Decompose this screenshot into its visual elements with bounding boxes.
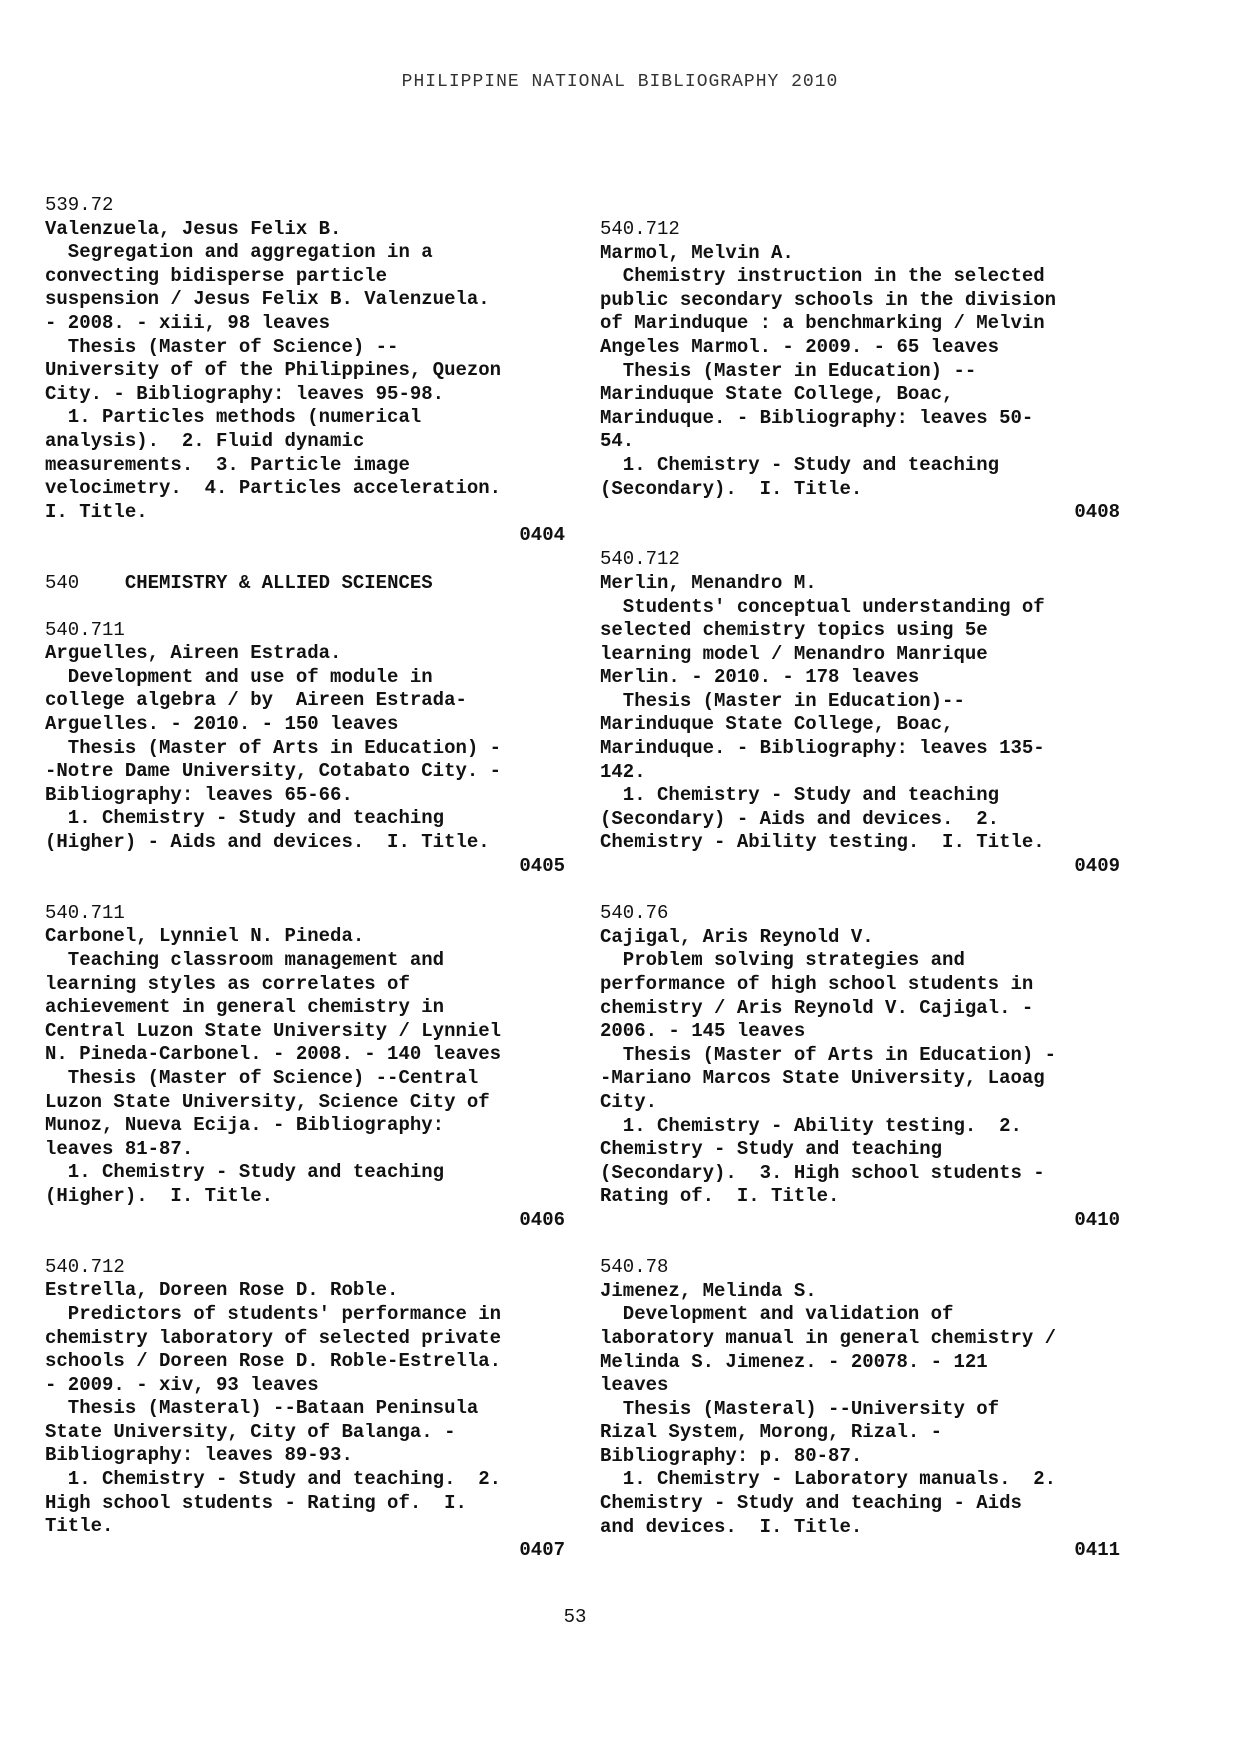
entry-line: of Marinduque : a benchmarking / Melvin bbox=[600, 312, 1045, 335]
entry-number: 0409 bbox=[1074, 855, 1120, 878]
entry-line: college algebra / by Aireen Estrada- bbox=[45, 689, 467, 712]
entry-line: Marinduque State College, Boac, bbox=[600, 713, 954, 736]
entry-line: Bibliography: leaves 65-66. bbox=[45, 783, 353, 806]
entry-line: (Higher). I. Title. bbox=[45, 1184, 274, 1207]
entry-line: Title. bbox=[45, 1515, 114, 1538]
entry-line: Teaching classroom management and bbox=[45, 949, 445, 971]
entry-line: 1. Chemistry - Study and teaching bbox=[45, 807, 445, 830]
entry-line: analysis). 2. Fluid dynamic bbox=[45, 429, 365, 452]
bibliography-entry bbox=[600, 902, 1120, 1232]
entry-line: -Mariano Marcos State University, Laoag bbox=[600, 1067, 1045, 1090]
entry-line: Arguelles. - 2010. - 150 leaves bbox=[45, 713, 399, 736]
section-heading bbox=[45, 572, 565, 596]
entry-line: Development and use of module in bbox=[45, 665, 433, 688]
classification-number: 540.78 bbox=[600, 1256, 669, 1279]
entry-line: Predictors of students' performance in bbox=[45, 1302, 502, 1325]
entry-line: public secondary schools in the division bbox=[600, 288, 1057, 311]
entry-line: Thesis (Master of Arts in Education) - bbox=[600, 1043, 1057, 1066]
entry-line: 1. Chemistry - Study and teaching bbox=[600, 784, 1000, 807]
entry-number: 0408 bbox=[1074, 501, 1120, 524]
page-number: 53 bbox=[563, 1606, 587, 1628]
entry-line: City. - Bibliography: leaves 95-98. bbox=[45, 382, 445, 405]
entry-line: 1. Chemistry - Laboratory manuals. 2. bbox=[600, 1468, 1057, 1491]
entry-line: Chemistry instruction in the selected bbox=[600, 265, 1045, 288]
classification-number: 539.72 bbox=[45, 194, 114, 216]
entry-line: -Notre Dame University, Cotabato City. - bbox=[45, 760, 502, 783]
entry-line: Thesis (Master of Science) --Central bbox=[45, 1066, 479, 1089]
entry-line: Chemistry - Study and teaching - Aids bbox=[600, 1492, 1022, 1515]
entry-line: State University, City of Balanga. - bbox=[45, 1420, 456, 1443]
entry-number: 0410 bbox=[1074, 1208, 1120, 1231]
bibliography-entry bbox=[45, 194, 565, 548]
entry-line: 1. Chemistry - Ability testing. 2. bbox=[600, 1114, 1022, 1137]
entry-line: Jimenez, Melinda S. bbox=[600, 1279, 817, 1302]
entry-line: Valenzuela, Jesus Felix B. bbox=[45, 217, 342, 240]
bibliography-entry bbox=[600, 218, 1120, 525]
entry-line: Rizal System, Morong, Rizal. - bbox=[600, 1421, 943, 1444]
entry-line: Munoz, Nueva Ecija. - Bibliography: bbox=[45, 1114, 445, 1137]
entry-line: learning styles as correlates of bbox=[45, 972, 410, 995]
entry-line: and devices. I. Title. bbox=[600, 1515, 863, 1538]
entry-line: 1. Particles methods (numerical bbox=[45, 406, 422, 429]
entry-line: leaves 81-87. bbox=[45, 1137, 194, 1160]
classification-number: 540.712 bbox=[45, 1255, 125, 1278]
bibliography-entry bbox=[45, 619, 565, 879]
right-column bbox=[600, 218, 1120, 1586]
entry-line: University of of the Philippines, Quezon bbox=[45, 359, 502, 382]
entry-line: I. Title. bbox=[45, 500, 148, 523]
entry-line: Students' conceptual understanding of bbox=[600, 595, 1045, 618]
entry-line: Problem solving strategies and bbox=[600, 949, 965, 972]
entry-line: chemistry / Aris Reynold V. Cajigal. - bbox=[600, 996, 1034, 1019]
entry-line: City. bbox=[600, 1090, 658, 1113]
entry-line: Angeles Marmol. - 2009. - 65 leaves bbox=[600, 335, 1000, 358]
entry-line: 1. Chemistry - Study and teaching bbox=[600, 453, 1000, 476]
entry-line: Bibliography: p. 80-87. bbox=[600, 1444, 863, 1467]
entry-line: Luzon State University, Science City of bbox=[45, 1090, 490, 1113]
left-column bbox=[45, 194, 565, 1586]
entry-line: Marinduque. - Bibliography: leaves 50- bbox=[600, 406, 1034, 429]
entry-line: - 2009. - xiv, 93 leaves bbox=[45, 1373, 319, 1396]
entry-line: Chemistry - Study and teaching bbox=[600, 1138, 943, 1161]
entry-line: laboratory manual in general chemistry / bbox=[600, 1326, 1057, 1349]
entry-line: achievement in general chemistry in bbox=[45, 996, 445, 1019]
bibliography-entry bbox=[45, 902, 565, 1232]
entry-number: 0407 bbox=[519, 1538, 565, 1561]
entry-line: Central Luzon State University / Lynniel bbox=[45, 1019, 502, 1042]
bibliography-entry bbox=[600, 548, 1120, 878]
bibliography-entry bbox=[600, 1256, 1120, 1563]
classification-number: 540.711 bbox=[45, 618, 125, 641]
entry-line: Thesis (Master in Education) -- bbox=[600, 359, 977, 382]
entry-line: Melinda S. Jimenez. - 20078. - 121 bbox=[600, 1350, 988, 1373]
entry-line: 1. Chemistry - Study and teaching. 2. bbox=[45, 1468, 502, 1491]
entry-line: schools / Doreen Rose D. Roble-Estrella. bbox=[45, 1350, 502, 1373]
entry-number: 0405 bbox=[519, 854, 565, 877]
bibliography-entry bbox=[45, 1256, 565, 1563]
section-code: 540 bbox=[45, 571, 80, 594]
entry-line: suspension / Jesus Felix B. Valenzuela. bbox=[45, 288, 490, 311]
entry-line: (Secondary) - Aids and devices. 2. bbox=[600, 807, 1000, 830]
entry-line: Carbonel, Lynniel N. Pineda. bbox=[45, 925, 365, 948]
entry-line: N. Pineda-Carbonel. - 2008. - 140 leaves bbox=[45, 1043, 502, 1066]
entry-line: - 2008. - xiii, 98 leaves bbox=[45, 311, 331, 334]
entry-line: Marinduque State College, Boac, bbox=[600, 383, 954, 406]
entry-line: chemistry laboratory of selected private bbox=[45, 1326, 502, 1349]
entry-line: convecting bidisperse particle bbox=[45, 264, 388, 287]
classification-number: 540.712 bbox=[600, 218, 680, 240]
entry-line: Bibliography: leaves 89-93. bbox=[45, 1444, 353, 1467]
entry-line: performance of high school students in bbox=[600, 973, 1034, 995]
entry-line: Marmol, Melvin A. bbox=[600, 241, 794, 264]
entry-line: measurements. 3. Particle image bbox=[45, 453, 410, 476]
entry-line: Merlin. - 2010. - 178 leaves bbox=[600, 666, 920, 689]
entry-line: velocimetry. 4. Particles acceleration. bbox=[45, 477, 502, 500]
entry-line: (Secondary). 3. High school students - bbox=[600, 1161, 1045, 1184]
entry-line: learning model / Menandro Manrique bbox=[600, 642, 988, 665]
page-header: PHILIPPINE NATIONAL BIBLIOGRAPHY 2010 bbox=[401, 72, 839, 92]
classification-number: 540.76 bbox=[600, 902, 669, 925]
entry-line: 142. bbox=[600, 760, 646, 783]
entry-line: Marinduque. - Bibliography: leaves 135- bbox=[600, 737, 1045, 760]
entry-line: Cajigal, Aris Reynold V. bbox=[600, 925, 874, 948]
entry-line: (Secondary). I. Title. bbox=[600, 477, 863, 500]
entry-line: Thesis (Masteral) --University of bbox=[600, 1397, 1000, 1420]
entry-line: (Higher) - Aids and devices. I. Title. bbox=[45, 831, 490, 854]
entry-line: selected chemistry topics using 5e bbox=[600, 619, 988, 642]
entry-line: 1. Chemistry - Study and teaching bbox=[45, 1161, 445, 1184]
entry-line: Chemistry - Ability testing. I. Title. bbox=[600, 831, 1045, 854]
entry-line: 54. bbox=[600, 430, 635, 453]
entry-line: Estrella, Doreen Rose D. Roble. bbox=[45, 1279, 399, 1302]
entry-line: Thesis (Master in Education)-- bbox=[600, 689, 965, 712]
section-title: CHEMISTRY & ALLIED SCIENCES bbox=[124, 571, 433, 594]
entry-number: 0404 bbox=[519, 524, 565, 547]
entry-line: 2006. - 145 leaves bbox=[600, 1020, 806, 1043]
entry-line: leaves bbox=[600, 1374, 669, 1397]
entry-number: 0411 bbox=[1074, 1539, 1120, 1562]
classification-number: 540.712 bbox=[600, 548, 680, 571]
entry-line: Merlin, Menandro M. bbox=[600, 571, 817, 594]
entry-line: Thesis (Master of Science) -- bbox=[45, 335, 399, 358]
entry-line: Thesis (Master of Arts in Education) - bbox=[45, 736, 502, 759]
entry-line: High school students - Rating of. I. bbox=[45, 1491, 467, 1514]
classification-number: 540.711 bbox=[45, 901, 125, 924]
entry-line: Rating of. I. Title. bbox=[600, 1185, 840, 1208]
entry-line: Thesis (Masteral) --Bataan Peninsula bbox=[45, 1397, 479, 1420]
entry-line: Arguelles, Aireen Estrada. bbox=[45, 642, 342, 665]
entry-line: Development and validation of bbox=[600, 1303, 954, 1326]
entry-number: 0406 bbox=[519, 1208, 565, 1231]
entry-line: Segregation and aggregation in a bbox=[45, 241, 433, 264]
